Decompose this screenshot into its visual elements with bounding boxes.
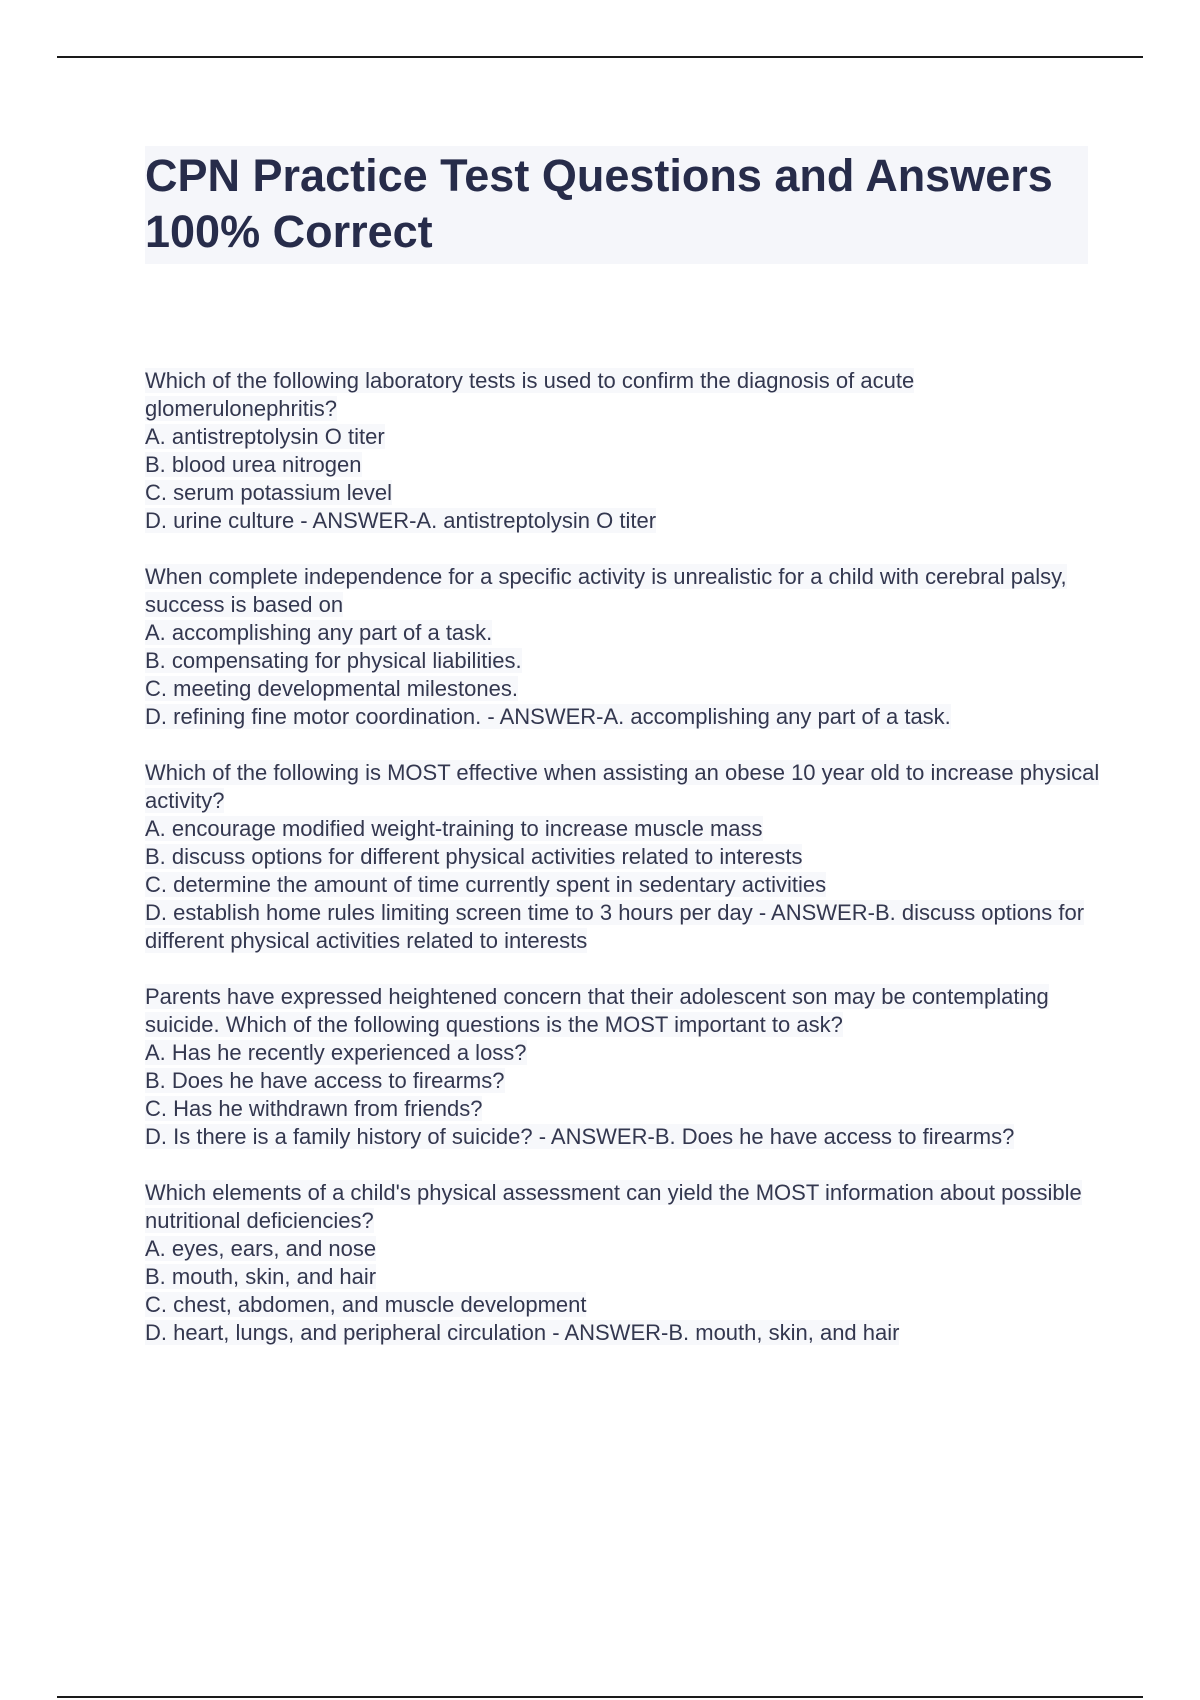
option-d-with-answer: D. urine culture - ANSWER-A. antistreptolysin O titer — [145, 508, 657, 533]
option-c: C. serum potassium level — [145, 480, 392, 505]
option-b: B. blood urea nitrogen — [145, 452, 362, 477]
option-d-with-answer: D. establish home rules limiting screen time to 3 hours per day - ANSWER-B. discuss options for different physical activities related to interests — [145, 900, 1085, 953]
option-a: A. antistreptolysin O titer — [145, 424, 385, 449]
question-2 — [145, 563, 1105, 731]
bottom-rule — [57, 1696, 1143, 1698]
option-d-with-answer: D. Is there is a family history of suicide? - ANSWER-B. Does he have access to firearms? — [145, 1124, 1015, 1149]
option-b: B. Does he have access to firearms? — [145, 1068, 505, 1093]
option-c: C. Has he withdrawn from friends? — [145, 1096, 483, 1121]
question-4 — [145, 983, 1105, 1151]
option-d-with-answer: D. refining fine motor coordination. - ANSWER-A. accomplishing any part of a task. — [145, 704, 951, 729]
option-b: B. discuss options for different physical activities related to interests — [145, 844, 803, 869]
option-a: A. encourage modified weight-training to increase muscle mass — [145, 816, 763, 841]
option-a: A. accomplishing any part of a task. — [145, 620, 493, 645]
question-stem: Parents have expressed heightened concern that their adolescent son may be contemplating suicide. Which of the following questions is the MOST important to ask? — [145, 984, 1049, 1037]
questions-list — [145, 367, 1105, 1375]
option-a: A. Has he recently experienced a loss? — [145, 1040, 527, 1065]
option-c: C. determine the amount of time currently spent in sedentary activities — [145, 872, 827, 897]
option-c: C. meeting developmental milestones. — [145, 676, 518, 701]
question-stem: Which of the following laboratory tests is used to confirm the diagnosis of acute glomerulonephritis? — [145, 368, 915, 421]
question-stem: Which elements of a child's physical assessment can yield the MOST information about possible nutritional deficiencies? — [145, 1180, 1082, 1233]
option-d-with-answer: D. heart, lungs, and peripheral circulation - ANSWER-B. mouth, skin, and hair — [145, 1320, 900, 1345]
question-stem: When complete independence for a specific activity is unrealistic for a child with cerebral palsy, success is based on — [145, 564, 1067, 617]
question-3 — [145, 759, 1105, 955]
document-title: CPN Practice Test Questions and Answers 100% Correct — [145, 150, 1053, 257]
question-5 — [145, 1179, 1105, 1347]
option-b: B. mouth, skin, and hair — [145, 1264, 377, 1289]
question-1 — [145, 367, 1105, 535]
option-b: B. compensating for physical liabilities. — [145, 648, 522, 673]
option-a: A. eyes, ears, and nose — [145, 1236, 377, 1261]
title-block — [145, 146, 1088, 264]
top-rule — [57, 56, 1143, 58]
question-stem: Which of the following is MOST effective when assisting an obese 10 year old to increase physical activity? — [145, 760, 1100, 813]
option-c: C. chest, abdomen, and muscle development — [145, 1292, 587, 1317]
